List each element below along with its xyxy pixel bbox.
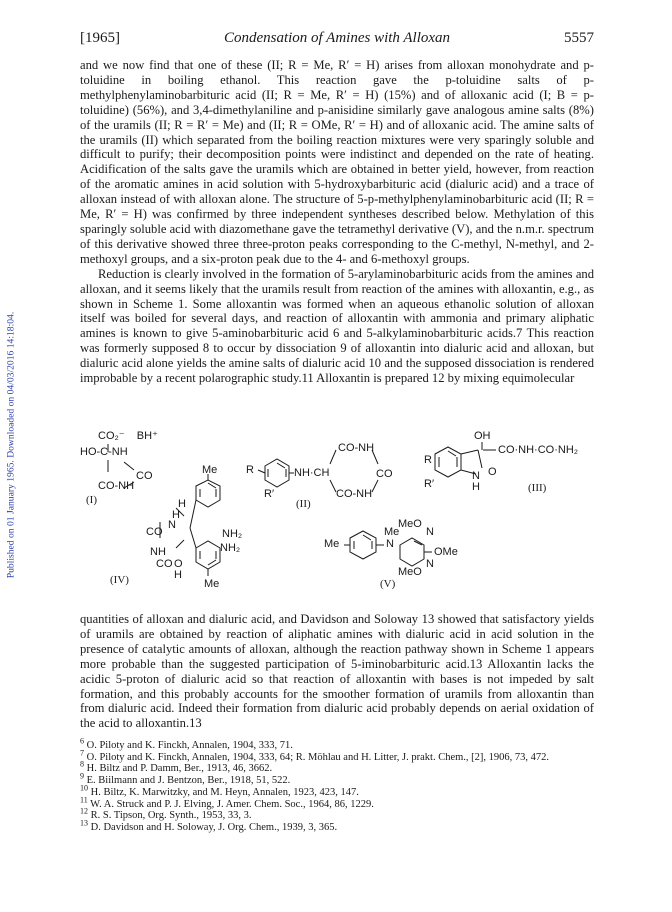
structure-V-label: (V) [380, 578, 396, 590]
structure-IV-co-bottom: CO [156, 558, 173, 570]
structure-IV-nh: NH [150, 546, 166, 558]
structure-III-chain: CO·NH·CO·NH₂ [498, 444, 579, 456]
structures-figure [80, 428, 594, 604]
structure-I-conh: CO-NH [98, 480, 135, 492]
structure-II-co: CO [376, 468, 393, 480]
structure-I-co: CO [136, 470, 153, 482]
body-text-top [80, 58, 594, 386]
structure-III-R: R [424, 454, 432, 466]
header-year: [1965] [80, 30, 120, 46]
structure-I-label: (I) [86, 494, 97, 506]
footnote-13: $^{13}$ D. Davidson and H. Soloway, J. Org. Chem., 1939, 3, 365. [80, 818, 338, 833]
structure-II-R: R [246, 464, 254, 476]
structure-IV-co-top: CO [146, 526, 163, 538]
structure-II-conh-top: CO-NH [338, 442, 375, 454]
structure-V-n: N [386, 538, 394, 550]
structure-IV-h3: H [174, 569, 182, 581]
structure-III-oh: OH [474, 430, 491, 442]
structure-IV-h1: H [178, 498, 186, 510]
structure-IV-nh2-a: NH₂ [222, 528, 243, 540]
footnote-8: $^8$ H. Biltz and P. Damm, Ber., 1913, 46, 3662. [80, 759, 273, 775]
header-page-number: 5557 [564, 30, 594, 46]
structure-II-label: (II) [296, 498, 311, 510]
structure-IV-me-top: Me [202, 464, 218, 476]
structure-III-n: N [472, 470, 480, 482]
side-note: Published on 01 January 1965. Downloaded on 04/03/2016 14:18:04. [5, 311, 17, 579]
page-header [80, 30, 594, 50]
structure-II-nhch: NH·CH [294, 467, 330, 479]
structure-IV-o: O [174, 558, 183, 570]
footnote-10: $^{10}$ H. Biltz, K. Marwitzky, and M. Heyn, Annalen, 1923, 423, 147. [80, 783, 359, 798]
structure-II-conh-bottom: CO-NH [336, 488, 373, 500]
structure-IV-me-bottom: Me [204, 578, 220, 590]
footnote-6: $^6$ O. Piloty and K. Finckh, Annalen, 1904, 333, 71. [80, 736, 293, 751]
paragraph-3: quantities of alloxan and dialuric acid, and Davidson and Soloway 13 showed that satisfactory yields of uramils are obtained by reaction of aliphatic amines with dialuric acid in acid solution in the presence of catalytic amounts of alloxan, although the reaction pathway shown in Scheme 1 appears more probable than the suggested participation of 5-iminobarbituric acid.13 Alloxantin lacks the acidic 5-proton of dialuric acid so that reaction of alloxantin with bases is not impeded by salt formation, and this probably accounts for the smoother formation of uramils from alloxantin than from dialuric acid. Indeed their formation from dialuric acid probably depends on aerial oxidation of the acid to alloxantin.13 [80, 612, 594, 731]
structure-IV-label: (IV) [110, 574, 129, 586]
structure-V-n-me: Me [384, 526, 400, 538]
structure-I-carboxylate: CO₂⁻ BH⁺ [98, 430, 158, 442]
footnote-9: $^9$ E. Biilmann and J. Bentzon, Ber., 1918, 51, 522. [80, 771, 291, 787]
structure-V-ome: OMe [434, 546, 458, 558]
structure-I-hydroxy: HO-C-NH [80, 446, 128, 458]
structure-IV-n: N [168, 519, 176, 531]
header-title: Condensation of Amines with Alloxan [223, 30, 451, 46]
structure-V-meo-top: MeO [398, 518, 422, 530]
paragraph-2: Reduction is clearly involved in the formation of 5-arylaminobarbituric acids from the amines and alloxan, and it seems likely that the uramils result from reaction of the amines with alloxantin, e.g., as shown in Scheme 1. Some alloxantin was formed when an aqueous ethanolic solution of alloxan itself was boiled for several days, and reaction of alloxantin with ammonia and primary aliphatic amines is known to give 5-aminobarbituric acid 6 and 5-alkylaminobarbituric acids.7 This reaction was formerly supposed 8 to occur by dissociation 9 of alloxantin into dialuric acid and alloxan, but dialuric acid alone yields the amine salts of dialuric acid 10 and the supposed dissociation is rendered improbable by a recent polarographic study.11 Alloxantin is prepared 12 by mixing equimolecular [80, 266, 594, 386]
structure-V-n2: N [426, 526, 434, 538]
structure-V-me: Me [324, 538, 340, 550]
structure-III-o: O [488, 466, 497, 478]
structure-III-label: (III) [528, 482, 547, 494]
structure-IV-h2: H [172, 509, 180, 521]
footnote-7: $^7$ O. Piloty and K. Finckh, Annalen, 1904, 333, 64; R. Möhlau and H. Litter, J. prakt. Chem., [2], 1906, 73, 472. [80, 748, 550, 763]
footnote-12: $^{12}$ R. S. Tipson, Org. Synth., 1953, 33, 3. [80, 806, 252, 822]
structure-III-h: H [472, 481, 480, 493]
structure-V-n3: N [426, 558, 434, 570]
structure-IV-nh2-b: NH₂ [220, 542, 241, 554]
download-watermark [2, 255, 20, 635]
footnotes [80, 736, 594, 834]
paragraph-1: and we now find that one of these (II; R = Me, R′ = H) arises from alloxan monohydrate and p-toluidine in boiling ethanol. This reaction gave the p-toluidine salts of p-methylphenylaminobarbituric acid (II; R = Me, R′ = H) (15%) and of alloxanic acid (I; B = p-toluidine) (56%), and 3,4-dimethylaniline and p-anisidine similarly gave analogous amine salts (8%) of the uramils (II; R = R′ = Me) and (II; R = OMe, R′ = H) and of alloxanic acid. The amine salts of the uramils (II) which separated from the boiling reaction mixtures were very sparingly soluble and difficult to purify; their decomposition points were indistinct and depended on the rate of heating. Acidification of the salts gave the uramils which are obtained in better yield, however, from reaction of the aromatic amines in acid solution with 5-hydroxybarbituric acid (dialuric acid) and a trace of alloxan instead of with alloxan alone. The structure of 5-p-methylphenylaminobarbituric acid (II; R = Me, R′ = H) was confirmed by three independent syntheses described below. Methylation of this sparingly soluble acid with diazomethane gave the tetramethyl derivative (V), and the n.m.r. spectrum of this derivative showed three three-proton peaks corresponding to the C-methyl, N-methyl, and 2-methoxyl groups, and a six-proton peak due to the 4- and 6-methoxyl groups. [80, 58, 594, 266]
structure-II-R-prime: R′ [264, 488, 275, 500]
body-text-bottom [80, 612, 594, 731]
structure-III-R-prime: R′ [424, 478, 435, 490]
footnote-11: $^{11}$ W. A. Struck and P. J. Elving, J. Amer. Chem. Soc., 1964, 86, 1229. [80, 795, 374, 810]
structure-V-meo-bottom: MeO [398, 566, 422, 578]
